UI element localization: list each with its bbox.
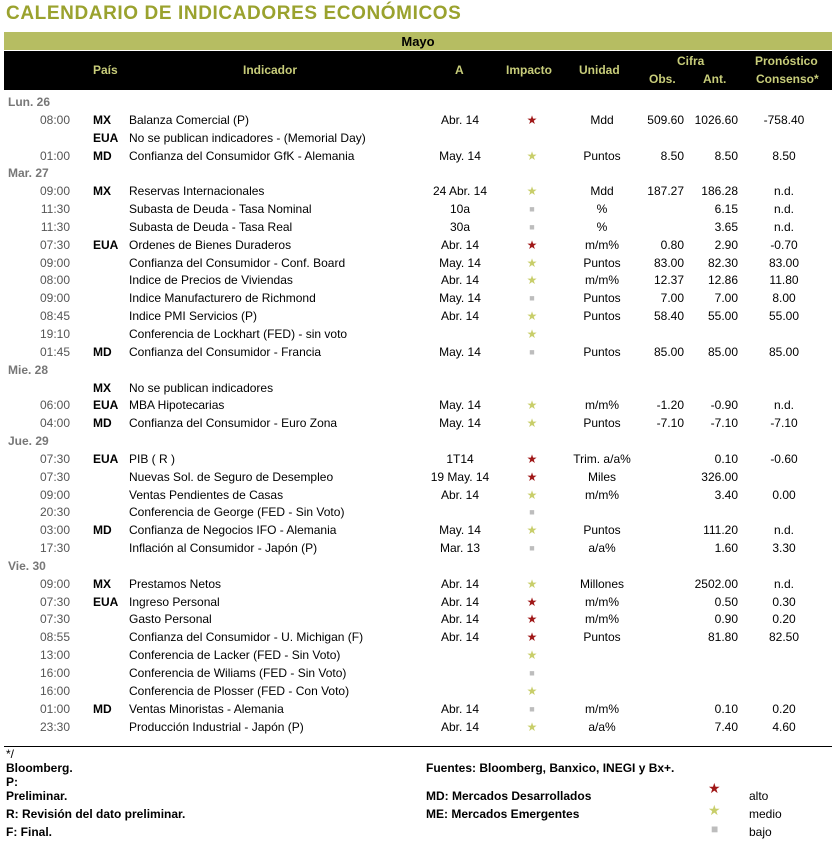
unit-cell: m/m% — [585, 273, 619, 288]
star-medium-icon: ★ — [526, 326, 538, 341]
unit-cell: m/m% — [585, 612, 619, 627]
period-cell: 1T14 — [446, 451, 474, 466]
previous-cell: 0.10 — [714, 701, 738, 716]
unit-cell: Puntos — [583, 255, 621, 270]
previous-cell: 186.28 — [701, 184, 738, 199]
forecast-cell: n.d. — [773, 219, 794, 234]
header-ant: Ant. — [703, 72, 727, 86]
period-cell: Abr. 14 — [440, 701, 480, 716]
unit-cell: Puntos — [583, 148, 621, 163]
table-row — [0, 522, 835, 540]
unit-cell: m/m% — [585, 398, 619, 413]
star-high-icon: ★ — [526, 612, 538, 627]
unit-cell: m/m% — [585, 487, 619, 502]
star-medium-icon: ★ — [526, 255, 538, 270]
time-cell: 13:00 — [39, 648, 70, 663]
header-pronostico: Pronóstico — [755, 54, 818, 68]
square-low-icon: ■ — [529, 221, 535, 232]
indicator-table — [0, 94, 835, 736]
period-cell: May. 14 — [439, 344, 481, 359]
star-medium-icon: ★ — [526, 487, 538, 502]
forecast-cell: -0.70 — [770, 237, 798, 252]
forecast-cell: -7.10 — [770, 416, 798, 431]
indicator-cell: PIB ( R ) — [129, 451, 176, 466]
time-cell: 01:00 — [39, 148, 70, 163]
table-row — [0, 255, 835, 273]
unit-cell: Puntos — [583, 416, 621, 431]
time-cell: 04:00 — [39, 416, 70, 431]
unit-cell: m/m% — [585, 701, 619, 716]
table-row — [0, 272, 835, 290]
previous-cell: 1.60 — [714, 541, 738, 556]
header-cifra: Cifra — [677, 54, 705, 68]
square-low-icon: ■ — [529, 204, 535, 215]
indicator-cell: Reservas Internacionales — [129, 184, 265, 199]
star-high-icon: ★ — [526, 112, 538, 127]
square-low-icon: ■ — [529, 543, 535, 554]
previous-cell: 6.15 — [714, 202, 738, 217]
indicator-cell: Producción Industrial - Japón (P) — [129, 719, 304, 734]
observed-cell: 509.60 — [647, 112, 684, 127]
forecast-cell: 55.00 — [768, 309, 800, 324]
previous-cell: 7.40 — [714, 719, 738, 734]
period-cell: Abr. 14 — [440, 237, 480, 252]
time-cell: 16:00 — [39, 666, 70, 680]
country-cell: MX — [93, 184, 111, 199]
indicator-cell: Balanza Comercial (P) — [129, 112, 250, 127]
forecast-cell: 3.30 — [772, 541, 796, 556]
star-high-icon: ★ — [708, 780, 721, 796]
time-cell: 16:00 — [39, 683, 70, 698]
time-cell: 06:00 — [39, 398, 70, 413]
time-cell: 08:00 — [39, 112, 70, 127]
time-cell: 09:00 — [39, 576, 70, 591]
header-a: A — [455, 63, 464, 77]
table-row — [0, 415, 835, 433]
table-row — [0, 540, 835, 558]
star-high-icon: ★ — [526, 451, 538, 466]
period-cell: 24 Abr. 14 — [432, 184, 488, 199]
indicator-cell: Ventas Minoristas - Alemania — [129, 701, 284, 716]
observed-cell: -1.20 — [656, 398, 684, 413]
observed-cell: 12.37 — [653, 273, 684, 288]
table-row — [0, 629, 835, 647]
indicator-cell: Prestamos Netos — [129, 576, 222, 591]
previous-cell: -0.90 — [710, 398, 738, 413]
indicator-cell: Nuevas Sol. de Seguro de Desempleo — [129, 469, 334, 484]
table-row — [0, 719, 835, 737]
indicator-cell: No se publican indicadores - (Memorial Day) — [129, 130, 366, 145]
star-medium-icon: ★ — [526, 398, 538, 413]
table-row — [0, 380, 835, 398]
period-cell: Mar. 13 — [439, 541, 481, 556]
forecast-cell: 0.30 — [772, 594, 796, 609]
previous-cell: 3.40 — [714, 487, 738, 502]
footnote-preliminar: Preliminar. — [6, 789, 68, 803]
month-bar: Mayo — [4, 32, 832, 50]
table-row — [0, 665, 835, 683]
table-row — [0, 308, 835, 326]
forecast-cell: 4.60 — [772, 719, 796, 734]
period-cell: May. 14 — [439, 148, 481, 163]
time-cell: 19:10 — [39, 326, 70, 341]
indicator-cell: Conferencia de George (FED - Sin Voto) — [129, 505, 345, 520]
indicator-cell: Ordenes de Bienes Duraderos — [129, 237, 292, 252]
indicator-cell: Confianza del Consumidor - Conf. Board — [129, 255, 346, 270]
time-cell: 09:00 — [39, 184, 70, 199]
country-cell: MX — [93, 380, 111, 395]
star-high-icon: ★ — [526, 237, 538, 252]
table-row — [0, 219, 835, 237]
table-row — [0, 397, 835, 415]
legend-alto: alto — [749, 789, 769, 803]
table-row — [0, 290, 835, 308]
star-medium-icon: ★ — [526, 523, 538, 538]
indicator-cell: Subasta de Deuda - Tasa Real — [129, 219, 293, 234]
previous-cell: 0.10 — [714, 451, 738, 466]
unit-cell: Puntos — [583, 630, 621, 645]
period-cell: Abr. 14 — [440, 576, 480, 591]
previous-cell: 326.00 — [701, 469, 738, 484]
time-cell: 07:30 — [39, 594, 70, 609]
forecast-cell: n.d. — [773, 202, 794, 217]
unit-cell: % — [596, 202, 608, 217]
unit-cell: % — [596, 219, 608, 234]
table-row — [0, 326, 835, 344]
forecast-cell: 0.20 — [772, 701, 796, 716]
country-cell: MD — [93, 523, 112, 538]
time-cell: 08:45 — [39, 309, 70, 324]
indicator-cell: Subasta de Deuda - Tasa Nominal — [129, 202, 312, 217]
header-pais: País — [93, 63, 118, 77]
forecast-cell: 0.20 — [772, 612, 796, 627]
unit-cell: m/m% — [585, 237, 619, 252]
country-cell: MD — [93, 701, 112, 716]
day-label: Vie. 30 — [8, 558, 46, 573]
footnote-revision: R: Revisión del dato preliminar. — [6, 807, 186, 821]
day-label: Mie. 28 — [8, 362, 49, 377]
day-row — [0, 433, 835, 451]
star-high-icon: ★ — [526, 469, 538, 484]
time-cell: 11:30 — [40, 202, 70, 217]
period-cell: May. 14 — [439, 398, 481, 413]
footer-divider — [4, 746, 832, 747]
footnote-p: P: — [6, 775, 18, 789]
country-cell: MD — [93, 416, 112, 431]
observed-cell: 8.50 — [660, 148, 684, 163]
header-indicador: Indicador — [243, 63, 298, 77]
period-cell: May. 14 — [439, 523, 481, 538]
country-cell: EUA — [93, 130, 119, 145]
forecast-cell: 82.50 — [768, 630, 800, 645]
indicator-cell: Gasto Personal — [129, 612, 212, 627]
country-cell: MX — [93, 112, 111, 127]
indicator-cell: Confianza del Consumidor - Euro Zona — [129, 416, 338, 431]
time-cell: 09:00 — [39, 291, 70, 306]
forecast-cell: -758.40 — [763, 112, 805, 127]
time-cell: 01:00 — [39, 701, 70, 716]
day-row — [0, 558, 835, 576]
indicator-cell: Conferencia de Lockhart (FED) - sin voto — [129, 326, 348, 341]
previous-cell: 0.90 — [714, 612, 738, 627]
table-row — [0, 237, 835, 255]
previous-cell: 85.00 — [707, 344, 738, 359]
table-row — [0, 594, 835, 612]
period-cell: May. 14 — [439, 255, 481, 270]
star-medium-icon: ★ — [526, 576, 538, 591]
header-consenso: Consenso* — [756, 72, 819, 86]
star-medium-icon: ★ — [526, 148, 538, 163]
period-cell: Abr. 14 — [440, 719, 480, 734]
previous-cell: 8.50 — [714, 148, 738, 163]
period-cell: 19 May. 14 — [430, 469, 490, 484]
previous-cell: 82.30 — [707, 255, 738, 270]
table-row — [0, 576, 835, 594]
forecast-cell: 8.00 — [772, 291, 796, 306]
forecast-cell: 83.00 — [768, 255, 800, 270]
day-label: Mar. 27 — [8, 166, 49, 181]
period-cell: Abr. 14 — [440, 487, 480, 502]
table-row — [0, 183, 835, 201]
day-label: Jue. 29 — [8, 434, 49, 449]
square-low-icon: ■ — [529, 293, 535, 304]
indicator-cell: Confianza del Consumidor GfK - Alemania — [129, 148, 355, 163]
unit-cell: a/a% — [588, 541, 616, 556]
star-medium-icon: ★ — [526, 648, 538, 663]
day-label: Lun. 26 — [8, 95, 51, 109]
star-medium-icon: ★ — [526, 416, 538, 431]
indicator-cell: Indice de Precios de Viviendas — [129, 273, 293, 288]
star-medium-icon: ★ — [526, 184, 538, 199]
forecast-cell: 8.50 — [772, 148, 796, 163]
time-cell: 07:30 — [39, 469, 70, 484]
unit-cell: Puntos — [583, 523, 621, 538]
table-row — [0, 112, 835, 130]
period-cell: Abr. 14 — [440, 309, 480, 324]
table-row — [0, 504, 835, 522]
indicator-cell: Ingreso Personal — [129, 594, 220, 609]
observed-cell: -7.10 — [656, 416, 684, 431]
square-low-icon: ■ — [529, 703, 535, 714]
indicator-cell: Confianza de Negocios IFO - Alemania — [129, 523, 337, 538]
time-cell: 01:45 — [39, 344, 70, 359]
table-row — [0, 344, 835, 362]
previous-cell: 12.86 — [707, 273, 738, 288]
indicator-cell: Inflación al Consumidor - Japón (P) — [129, 541, 318, 556]
legend-bajo: bajo — [749, 825, 772, 839]
previous-cell: 81.80 — [707, 630, 738, 645]
time-cell: 07:30 — [39, 612, 70, 627]
table-row — [0, 701, 835, 719]
previous-cell: 3.65 — [714, 219, 738, 234]
legend-medio: medio — [749, 807, 782, 821]
time-cell: 08:55 — [39, 630, 70, 645]
period-cell: May. 14 — [439, 291, 481, 306]
table-row — [0, 469, 835, 487]
unit-cell: Miles — [587, 469, 616, 484]
indicator-cell: Indice PMI Servicios (P) — [129, 309, 258, 324]
previous-cell: 7.00 — [714, 291, 738, 306]
forecast-cell: n.d. — [773, 184, 794, 199]
indicator-cell: Conferencia de Plosser (FED - Con Voto) — [129, 683, 350, 698]
time-cell: 17:30 — [39, 541, 70, 556]
table-row — [0, 148, 835, 166]
indicator-cell: Indice Manufacturero de Richmond — [129, 291, 316, 306]
previous-cell: 2.90 — [714, 237, 738, 252]
period-cell: Abr. 14 — [440, 630, 480, 645]
previous-cell: -7.10 — [710, 416, 738, 431]
time-cell: 23:30 — [39, 719, 70, 734]
previous-cell: 2502.00 — [694, 576, 738, 591]
page-title: CALENDARIO DE INDICADORES ECONÓMICOS — [6, 3, 462, 24]
time-cell: 08:00 — [39, 273, 70, 288]
table-row — [0, 451, 835, 469]
time-cell: 07:30 — [39, 237, 70, 252]
previous-cell: 1026.60 — [694, 112, 738, 127]
observed-cell: 85.00 — [653, 344, 684, 359]
table-header — [4, 51, 832, 90]
square-low-icon: ■ — [529, 507, 535, 518]
observed-cell: 83.00 — [653, 255, 684, 270]
footnote-marker: */ — [6, 747, 15, 761]
forecast-cell: n.d. — [773, 576, 794, 591]
square-low-icon: ■ — [529, 346, 535, 357]
table-row — [0, 611, 835, 629]
period-cell: Abr. 14 — [440, 594, 480, 609]
star-medium-icon: ★ — [526, 273, 538, 288]
indicator-cell: Confianza del Consumidor - Francia — [129, 344, 322, 359]
country-cell: EUA — [93, 237, 119, 252]
star-high-icon: ★ — [526, 630, 538, 645]
star-medium-icon: ★ — [708, 802, 721, 818]
table-row — [0, 201, 835, 219]
period-cell: Abr. 14 — [440, 612, 480, 627]
unit-cell: Puntos — [583, 309, 621, 324]
table-row — [0, 130, 835, 148]
country-cell: MD — [93, 344, 112, 359]
time-cell: 09:00 — [39, 255, 70, 270]
previous-cell: 111.20 — [703, 523, 738, 538]
period-cell: 10a — [449, 202, 471, 217]
table-row — [0, 487, 835, 505]
header-impacto: Impacto — [506, 63, 553, 77]
table-row — [0, 683, 835, 701]
table-row — [0, 647, 835, 665]
square-low-icon: ■ — [711, 822, 719, 836]
indicator-cell: Conferencia de Wiliams (FED - Sin Voto) — [129, 666, 347, 680]
time-cell: 09:00 — [39, 487, 70, 502]
day-row — [0, 94, 835, 112]
forecast-cell: n.d. — [773, 398, 794, 413]
period-cell: 30a — [449, 219, 471, 234]
forecast-cell: 85.00 — [768, 344, 800, 359]
indicator-cell: Conferencia de Lacker (FED - Sin Voto) — [129, 648, 341, 663]
indicator-cell: Confianza del Consumidor - U. Michigan (F) — [129, 630, 364, 645]
forecast-cell: 0.00 — [772, 487, 796, 502]
country-cell: MD — [93, 148, 112, 163]
day-row — [0, 165, 835, 183]
period-cell: Abr. 14 — [440, 112, 480, 127]
indicator-cell: No se publican indicadores — [129, 380, 274, 395]
unit-cell: Millones — [579, 576, 624, 591]
header-unidad: Unidad — [579, 63, 620, 77]
sources-note: Fuentes: Bloomberg, Banxico, INEGI y Bx+. — [426, 761, 675, 775]
unit-cell: Trim. a/a% — [573, 451, 631, 466]
me-legend: ME: Mercados Emergentes — [426, 807, 580, 821]
previous-cell: 55.00 — [707, 309, 738, 324]
unit-cell: m/m% — [585, 594, 619, 609]
footnote-final: F: Final. — [6, 825, 52, 839]
country-cell: EUA — [93, 398, 119, 413]
md-legend: MD: Mercados Desarrollados — [426, 789, 592, 803]
observed-cell: 0.80 — [660, 237, 684, 252]
footnote-bloomberg: Bloomberg. — [6, 761, 73, 775]
indicator-cell: Ventas Pendientes de Casas — [129, 487, 284, 502]
unit-cell: a/a% — [588, 719, 616, 734]
previous-cell: 0.50 — [714, 594, 738, 609]
time-cell: 20:30 — [39, 505, 70, 520]
unit-cell: Mdd — [590, 112, 614, 127]
period-cell: Abr. 14 — [440, 273, 480, 288]
forecast-cell: 11.80 — [769, 273, 799, 288]
time-cell: 11:30 — [40, 219, 70, 234]
period-cell: May. 14 — [439, 416, 481, 431]
unit-cell: Puntos — [583, 344, 621, 359]
time-cell: 03:00 — [39, 523, 70, 538]
time-cell: 07:30 — [39, 451, 70, 466]
header-obs: Obs. — [649, 72, 676, 86]
day-row — [0, 362, 835, 380]
forecast-cell: -0.60 — [770, 451, 798, 466]
country-cell: EUA — [93, 594, 119, 609]
forecast-cell: n.d. — [773, 523, 794, 538]
unit-cell: Puntos — [583, 291, 621, 306]
observed-cell: 187.27 — [647, 184, 684, 199]
square-low-icon: ■ — [529, 668, 535, 678]
star-medium-icon: ★ — [526, 719, 538, 734]
observed-cell: 7.00 — [660, 291, 684, 306]
country-cell: EUA — [93, 451, 119, 466]
unit-cell: Mdd — [590, 184, 614, 199]
observed-cell: 58.40 — [653, 309, 684, 324]
country-cell: MX — [93, 576, 111, 591]
star-medium-icon: ★ — [526, 683, 538, 698]
star-high-icon: ★ — [526, 594, 538, 609]
indicator-cell: MBA Hipotecarias — [129, 398, 225, 413]
star-medium-icon: ★ — [526, 309, 538, 324]
